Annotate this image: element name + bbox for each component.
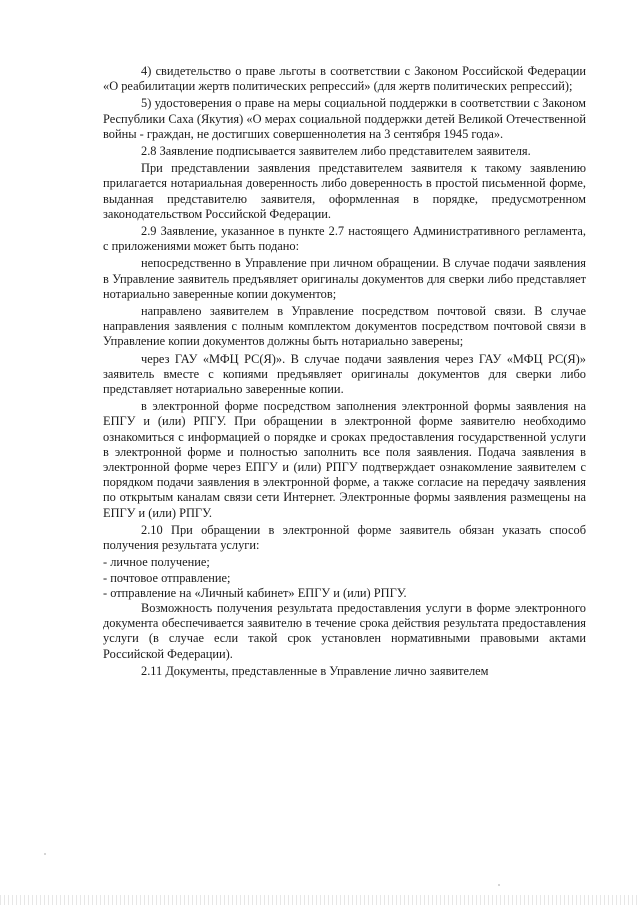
paragraph-after-list: Возможность получения результата предоставления услуги в форме электронного документа обеспечивается заявителю в течение срока действия результата предоставления услуги (в случае если такой срок установлен нормативными правовыми актами Российской Федерации). [103, 600, 586, 661]
scan-speck [498, 884, 500, 886]
list-item: - отправление на «Личный кабинет» ЕПГУ и (или) РПГУ. [103, 585, 407, 600]
document-page [103, 64, 586, 681]
paragraph-4: При представлении заявления представителем заявителя к такому заявлению прилагается нотариальная доверенность либо доверенность в простой письменной форме, выданная представителю заявителя, оформленная в порядке, предусмотренном законодательством Российской Федерации. [103, 161, 586, 221]
paragraph-9: в электронной форме посредством заполнения электронной формы заявления на ЕПГУ и (или) РПГУ. При обращении в электронной форме заявителю необходимо ознакомиться с информацией о порядке и сроках предоставления государственной услуги в электронной форме и полностью заполнить все поля заявления. Подача заявления в электронной форме через ЕПГУ и (или) РПГУ подтверждает ознакомление заявителем с порядком подачи заявления в электронной форме, а также согласие на передачу заявления по открытым каналам связи сети Интернет. Электронные формы заявления размещены на ЕПГУ и (или) РПГУ. [103, 399, 586, 520]
list-item: - почтовое отправление; [103, 570, 231, 585]
paragraph-1: 4) свидетельство о праве льготы в соответствии с Законом Российской Федерации «О реабилитации жертв политических репрессий» (для жертв политических репрессий); [103, 64, 586, 94]
paragraph-2: 5) удостоверения о праве на меры социальной поддержки в соответствии с Законом Республики Саха (Якутия) «О мерах социальной поддержки детей Великой Отечественной войны - граждан, не достигших совершеннолетия на 3 сентября 1945 года». [103, 96, 586, 141]
paragraph-3: 2.8 Заявление подписывается заявителем либо представителем заявителя. [141, 144, 531, 159]
list-item: - личное получение; [103, 555, 210, 570]
paragraph-7: направлено заявителем в Управление посредством почтовой связи. В случае направления заявления с полным комплектом документов посредством почтовой связи в Управление копии документов должны быть нотариально заверены; [103, 304, 586, 349]
scan-speck [44, 853, 46, 855]
paragraph-10: 2.10 При обращении в электронной форме заявитель обязан указать способ получения результата услуги: [103, 522, 586, 553]
paragraph-8: через ГАУ «МФЦ РС(Я)». В случае подачи заявления через ГАУ «МФЦ РС(Я)» заявитель вместе с копиями предъявляет оригиналы документов для сверки либо представляет нотариально заверенные копии. [103, 351, 586, 397]
paragraph-last: 2.11 Документы, представленные в Управление лично заявителем [141, 663, 489, 678]
scan-bottom-edge [0, 895, 640, 905]
paragraph-5: 2.9 Заявление, указанное в пункте 2.7 настоящего Административного регламента, с приложениями может быть подано: [103, 224, 586, 254]
paragraph-6: непосредственно в Управление при личном обращении. В случае подачи заявления в Управление заявитель предъявляет оригиналы документов для сверки либо представляет нотариально заверенные копии документов; [103, 256, 586, 301]
